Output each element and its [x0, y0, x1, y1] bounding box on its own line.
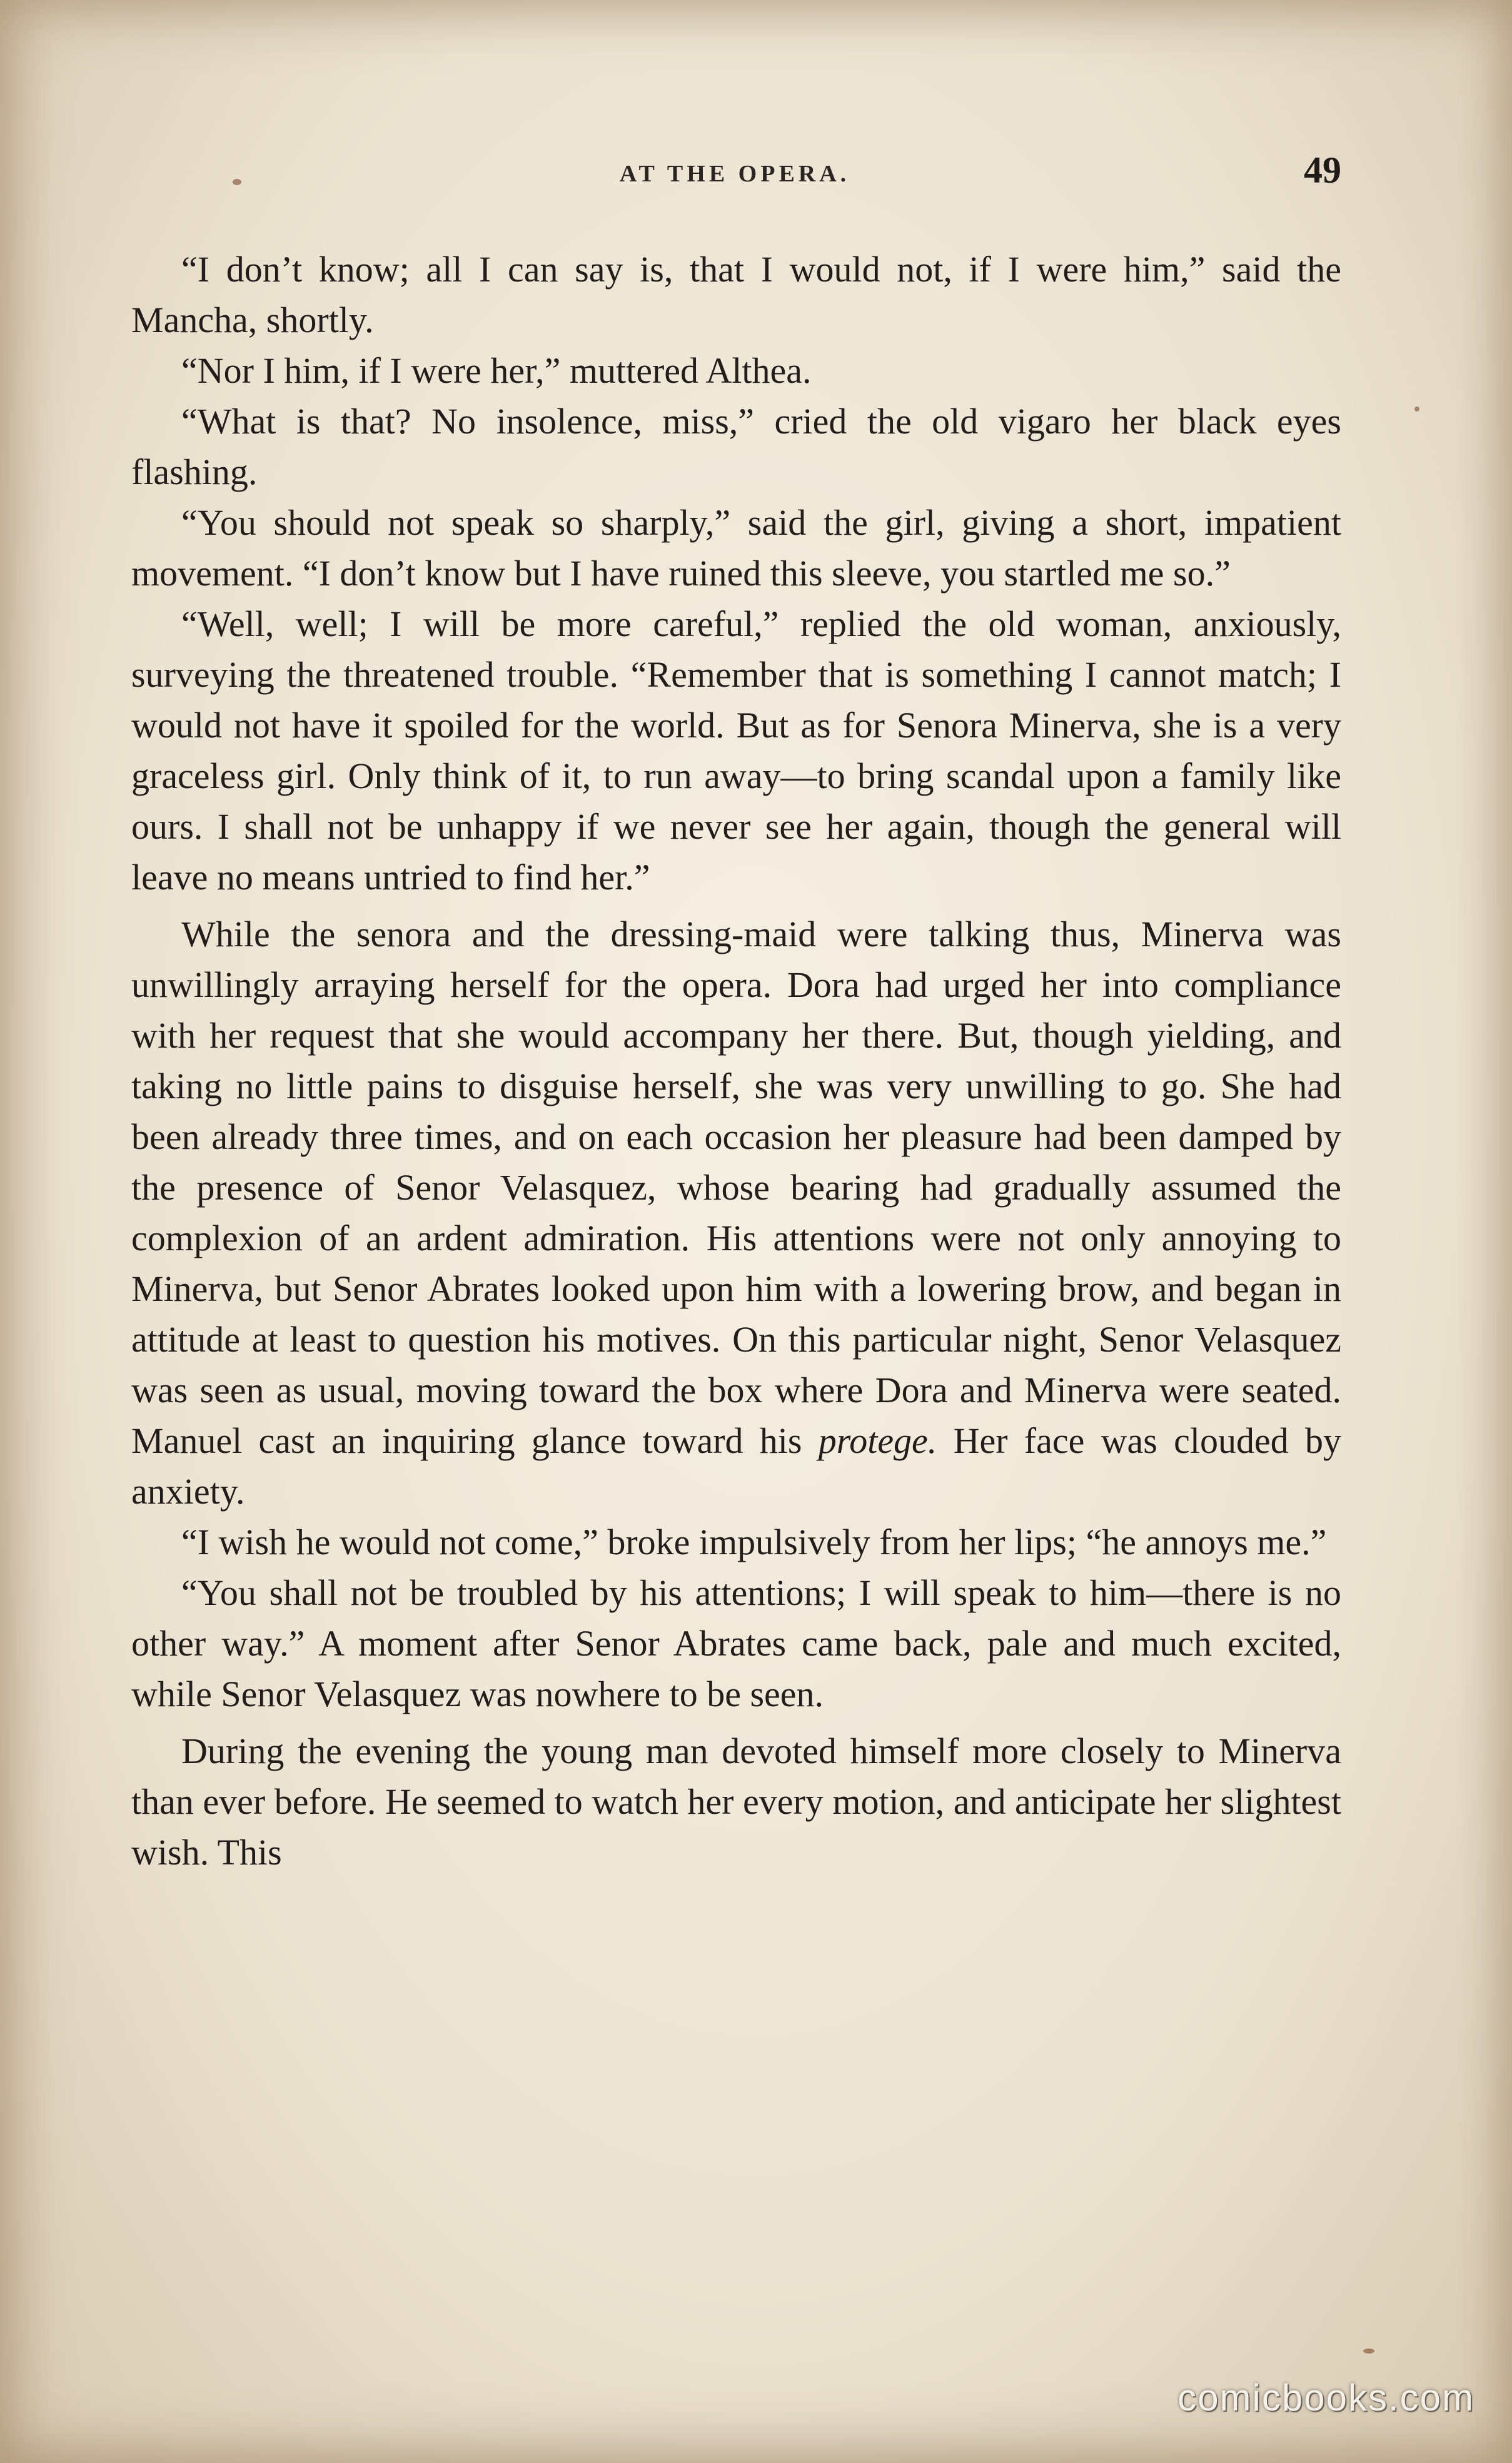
paragraph-text: Her face was clouded by anxiety. — [131, 1420, 1341, 1512]
body-text — [131, 244, 1341, 1878]
paragraph: “I don’t know; all I can say is, that I would not, if I were him,” said the Mancha, shortly. — [131, 249, 1341, 340]
paragraph: “What is that? No insolence, miss,” cried the old vigaro her black eyes flashing. — [131, 401, 1341, 492]
paper-speck — [1414, 407, 1419, 412]
page-header — [128, 149, 1341, 205]
paragraph: “Well, well; I will be more careful,” replied the old woman, anxiously, surveying the threatened trouble. “Remember that is something I cannot match; I would not have it spoiled for the world. But as for Senora Minerva, she is a very graceless girl. Only think of it, to run away—to bring scandal upon a family like ours. I shall not be unhappy if we never see her again, though the general will leave no means untried to find her.” — [131, 604, 1341, 898]
paragraph: “You shall not be troubled by his attentions; I will speak to him—there is no other way.” A moment after Senor Abrates came back, pale and much excited, while Senor Velasquez was nowhere to be seen. — [131, 1572, 1341, 1714]
paragraph: “You should not speak so sharply,” said the girl, giving a short, impatient movement. “I don’t know but I have ruined this sleeve, you startled me so.” — [131, 502, 1341, 594]
paragraph — [131, 909, 1341, 1517]
italic-word: protege. — [818, 1420, 937, 1461]
paragraph: “I wish he would not come,” broke impulsively from her lips; “he annoys me.” — [181, 1522, 1327, 1562]
paragraph: “Nor I him, if I were her,” muttered Althea. — [181, 350, 812, 391]
paper-speck — [1363, 2349, 1374, 2354]
page-number: 49 — [1304, 149, 1341, 191]
running-title: AT THE OPERA. — [619, 161, 850, 187]
paragraph-text: While the senora and the dressing-maid were talking thus, Minerva was unwillingly arraying herself for the opera. Dora had urged her into compliance with her request that she would accompany her there. But, though yielding, and taking no little pains to disguise herself, she was very unwilling to go. She had been already three times, and on each occasion her pleasure had been damped by the presence of Senor Velasquez, whose bearing had gradually assumed the complexion of an ardent admiration. His attentions were not only annoying to Minerva, but Senor Abrates looked upon him with a lowering brow, and began in attitude at least to question his motives. On this particular night, Senor Velasquez was seen as usual, moving toward the box where Dora and Minerva were seated. Manuel cast an inquiring glance toward his — [131, 914, 1341, 1461]
paragraph: During the evening the young man devoted himself more closely to Minerva than ever before. He seemed to watch her every motion, and anticipate her slightest wish. This — [131, 1731, 1341, 1873]
watermark: comicbooks.com — [1177, 2377, 1474, 2419]
